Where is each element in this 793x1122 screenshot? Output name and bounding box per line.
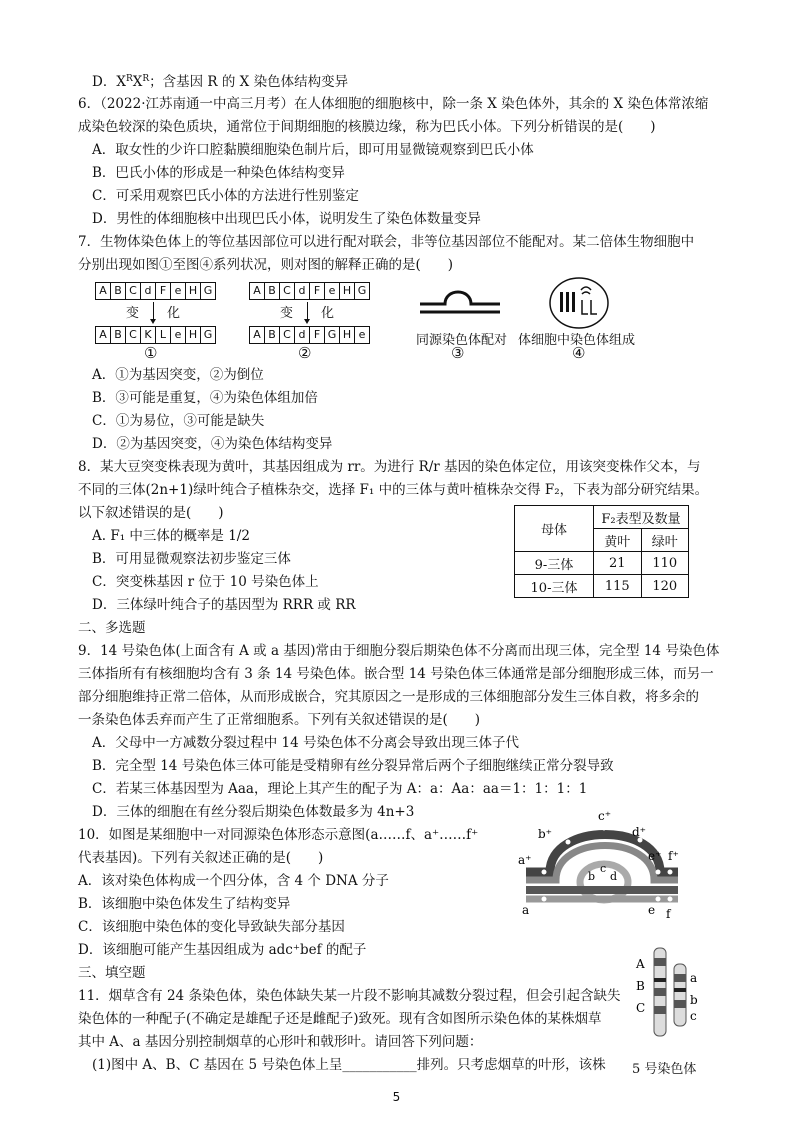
q8-results-table [514, 505, 689, 598]
q9-option-d: D．三体的细胞在有丝分裂后期染色体数最多为 4n+3 [92, 804, 415, 820]
table-header-row [515, 506, 689, 529]
fig4-chromosome-5 [582, 292, 590, 294]
left-band-a [654, 958, 666, 966]
fig4-chromosome-3 [572, 292, 575, 312]
fig1-arrow [153, 302, 154, 320]
table-row [515, 575, 689, 598]
fig3-pairing-diagram [415, 282, 505, 322]
fig4-number: ④ [572, 344, 586, 362]
q10-option-d: D．该细胞可能产生基因组成为 adc⁺bef 的配子 [78, 942, 367, 958]
fig4-cell-diagram [548, 276, 610, 330]
label-e-plus: e⁺ [648, 849, 662, 863]
table-cell-green: 110 [641, 552, 689, 575]
label-c-plus: c⁺ [598, 809, 612, 823]
q11-stem-line3: 其中 A、a 基因分别控制烟草的心形叶和戟形叶。请回答下列问题： [78, 1034, 483, 1050]
table-row [515, 552, 689, 575]
right-centromere [674, 988, 686, 992]
q6-option-b: B．巴氏小体的形成是一种染色体结构变异 [92, 165, 345, 181]
q10-chromosome-diagram [508, 808, 688, 920]
q7-option-c: C．①为易位，③可能是缺失 [92, 413, 265, 429]
section-multiple-choice: 二、多选题 [78, 620, 146, 636]
label-C: C [636, 1001, 646, 1015]
label-f: f [666, 907, 671, 920]
right-chromosome [674, 964, 686, 1026]
q10-stem-line2: 代表基因)。下列有关叙述正确的是( ) [78, 850, 324, 866]
fig1-change-label-1: 变 [126, 306, 140, 321]
q8-option-b: B．可用显微观察法初步鉴定三体 [92, 551, 291, 567]
q9-option-a: A．父母中一方减数分裂过程中 14 号染色体不分离会导致出现三体子代 [92, 735, 520, 751]
fig3-caption: 同源染色体配对 [416, 333, 508, 348]
fig1-number: ① [144, 344, 158, 362]
fig4-chromosome-6 [582, 300, 588, 314]
label-b: b [588, 870, 596, 883]
label-e: e [648, 903, 656, 917]
q7-option-b: B．③可能是重复，④为染色体组加倍 [92, 390, 318, 406]
fig2-arrowhead [304, 319, 310, 324]
q9-option-b: B．完全型 14 号染色体三体可能是受精卵有丝分裂异常后两个子细胞继续正常分裂导致 [92, 758, 614, 774]
q9-stem-line3: 部分细胞维持正常二倍体，从而形成嵌合，究其原因之一是形成的三体细胞部分发生三体自救，将多余的 [78, 689, 699, 705]
q8-option-d: D．三体绿叶纯合子的基因型为 RRR 或 RR [92, 597, 356, 613]
left-band-b [654, 988, 666, 996]
marker-a-plus [542, 870, 547, 875]
fig4-chromosome-1 [560, 292, 563, 312]
label-a-lower: a [690, 971, 698, 985]
q7-stem-line1: 7．生物体染色体上的等位基因部位可以进行配对联会，非等位基因部位不能配对。某二倍体生物细胞中 [78, 234, 695, 250]
table-header-parent: 母体 [515, 506, 594, 552]
q9-option-c: C．若某三体基因型为 Aaa，理论上其产生的配子为 A：a：Aa：aa＝1：1：1：1 [92, 781, 588, 797]
left-band-c [654, 1006, 666, 1014]
fig3-number: ③ [451, 344, 465, 362]
fig2-change-label-2: 化 [321, 306, 335, 321]
section-fill-in: 三、填空题 [78, 965, 146, 981]
q7-option-a: A．①为基因突变，②为倒位 [92, 367, 264, 383]
fig2-arrow [307, 302, 308, 320]
q9-stem-line1: 9．14 号染色体(上面含有 A 或 a 基因)常由于细胞分裂后期染色体不分离而出现三体，完全型 14 号染色体 [78, 643, 720, 659]
label-a-plus: a⁺ [518, 853, 532, 867]
q7-option-d: D．②为基因突变，④为染色体结构变异 [92, 436, 333, 452]
q6-stem-line1: 6．（2022·江苏南通一中高三月考）在人体细胞的细胞核中，除一条 X 染色体外，其余的 X 染色体常浓缩 [78, 96, 709, 112]
fig4-caption: 体细胞中染色体组成 [518, 333, 636, 348]
label-c: c [600, 862, 607, 875]
marker-f-plus [668, 870, 673, 875]
fig2-number: ② [298, 344, 312, 362]
q8-stem-line2: 不同的三体(2n+1)绿叶纯合子植株杂交，选择 F₁ 中的三体与黄叶植株杂交得 F₂，下表为部分研究结果。 [78, 482, 709, 498]
fig1-arrowhead [150, 319, 156, 324]
fig4-cell-outline [550, 278, 608, 328]
fig2-bottom-gene-row: A B C d F G H e [249, 326, 370, 344]
table-cell-green: 120 [641, 575, 689, 598]
q6-stem-line2: 成染色较深的染色质块，通常位于间期细胞的核膜边缘，称为巴氏小体。下列分析错误的是( ) [78, 119, 656, 135]
q7-stem-line2: 分别出现如图①至图④系列状况，则对图的解释正确的是( ) [78, 257, 454, 273]
q10-option-b: B．该细胞中染色体发生了结构变异 [78, 896, 291, 912]
q11-stem-line1: 11．烟草含有 24 条染色体，染色体缺失某一片段不影响其减数分裂过程，但会引起含缺失 [78, 988, 621, 1004]
q8-stem-line1: 8．某大豆突变株表现为黄叶，其基因组成为 rr。为进行 R/r 基因的染色体定位，用该突变株作父本，与 [78, 459, 701, 475]
marker-e-plus [656, 870, 661, 875]
q8-option-a: A. F₁ 中三体的概率是 1/2 [92, 528, 250, 544]
q6-option-c: C．可采用观察巴氏小体的方法进行性别鉴定 [92, 188, 359, 204]
q6-option-a: A．取女性的少许口腔黏膜细胞染色制片后，即可用显微镜观察到巴氏小体 [92, 142, 534, 158]
q10-stem-line1: 10．如图是某细胞中一对同源染色体形态示意图(a……f、a⁺……f⁺ [78, 827, 479, 843]
label-a: a [522, 903, 530, 917]
marker-c-plus [602, 826, 607, 831]
marker-b-plus [566, 840, 571, 845]
label-d: d [610, 870, 618, 883]
label-d-plus: d⁺ [632, 825, 647, 839]
marker-e [656, 897, 661, 902]
label-B: B [636, 979, 645, 993]
fig2-top-gene-row: A B C d F e H G [249, 282, 370, 300]
fig1-top-gene-row: A B C d F e H G [95, 282, 216, 300]
label-c-lower: c [690, 1009, 697, 1023]
table-header-yellow: 黄叶 [594, 529, 642, 552]
fig1-bottom-gene-row: A B C K L e H G [95, 326, 216, 344]
page-number: 5 [392, 1090, 401, 1104]
q9-stem-line4: 一条染色体丢弃而产生了正常细胞系。下列有关叙述错误的是( ) [78, 712, 481, 728]
table-header-green: 绿叶 [641, 529, 689, 552]
table-cell-yellow: 21 [594, 552, 642, 575]
label-A: A [636, 957, 645, 971]
fig3-upper-chromosome [420, 292, 500, 304]
q6-option-d: D．男性的体细胞核中出现巴氏小体，说明发生了染色体数量变异 [92, 211, 481, 227]
table-cell-yellow: 115 [594, 575, 642, 598]
q8-stem-line3: 以下叙述错误的是( ) [78, 505, 224, 521]
fig4-chromosome-4 [581, 287, 591, 290]
option-d-previous: D．$X^RX^R$；含基因 R 的 X 染色体结构变异 [92, 74, 349, 90]
q11-stem-line2: 染色体的一种配子(不确定是雄配子还是雌配子)致死。现有含如图所示染色体的某株烟草 [78, 1011, 602, 1027]
right-band-b [674, 1000, 686, 1008]
label-b-lower: b [690, 993, 698, 1007]
marker-f [668, 897, 673, 902]
q8-option-c: C．突变株基因 r 位于 10 号染色体上 [92, 574, 319, 590]
table-header-f2: F₂表型及数量 [594, 506, 689, 529]
fig1-change-label-2: 化 [167, 306, 181, 321]
fig4-chromosome-7 [591, 300, 597, 314]
q9-stem-line2: 三体指所有有核细胞均含有 3 条 14 号染色体。嵌合型 14 号染色体三体通常是部分细胞形成三体，而另一 [78, 666, 714, 682]
table-cell-name: 9-三体 [515, 552, 594, 575]
fig4-chromosome-2 [566, 292, 569, 312]
q11-chromosome5-diagram [622, 944, 702, 1044]
q10-option-c: C．该细胞中染色体的变化导致缺失部分基因 [78, 919, 345, 935]
fig2-change-label-1: 变 [280, 306, 294, 321]
left-centromere [654, 978, 666, 982]
marker-a [542, 897, 547, 902]
q10-option-a: A．该对染色体构成一个四分体，含 4 个 DNA 分子 [78, 873, 389, 889]
q11-figure-caption: 5 号染色体 [632, 1062, 697, 1077]
table-cell-name: 10-三体 [515, 575, 594, 598]
q11-part1: (1)图中 A、B、C 基因在 5 号染色体上呈___________排列。只考虑烟草的叶形，该株 [92, 1057, 606, 1073]
label-b-plus: b⁺ [538, 827, 553, 841]
right-band-a [674, 974, 686, 982]
label-f-plus: f⁺ [668, 849, 679, 863]
